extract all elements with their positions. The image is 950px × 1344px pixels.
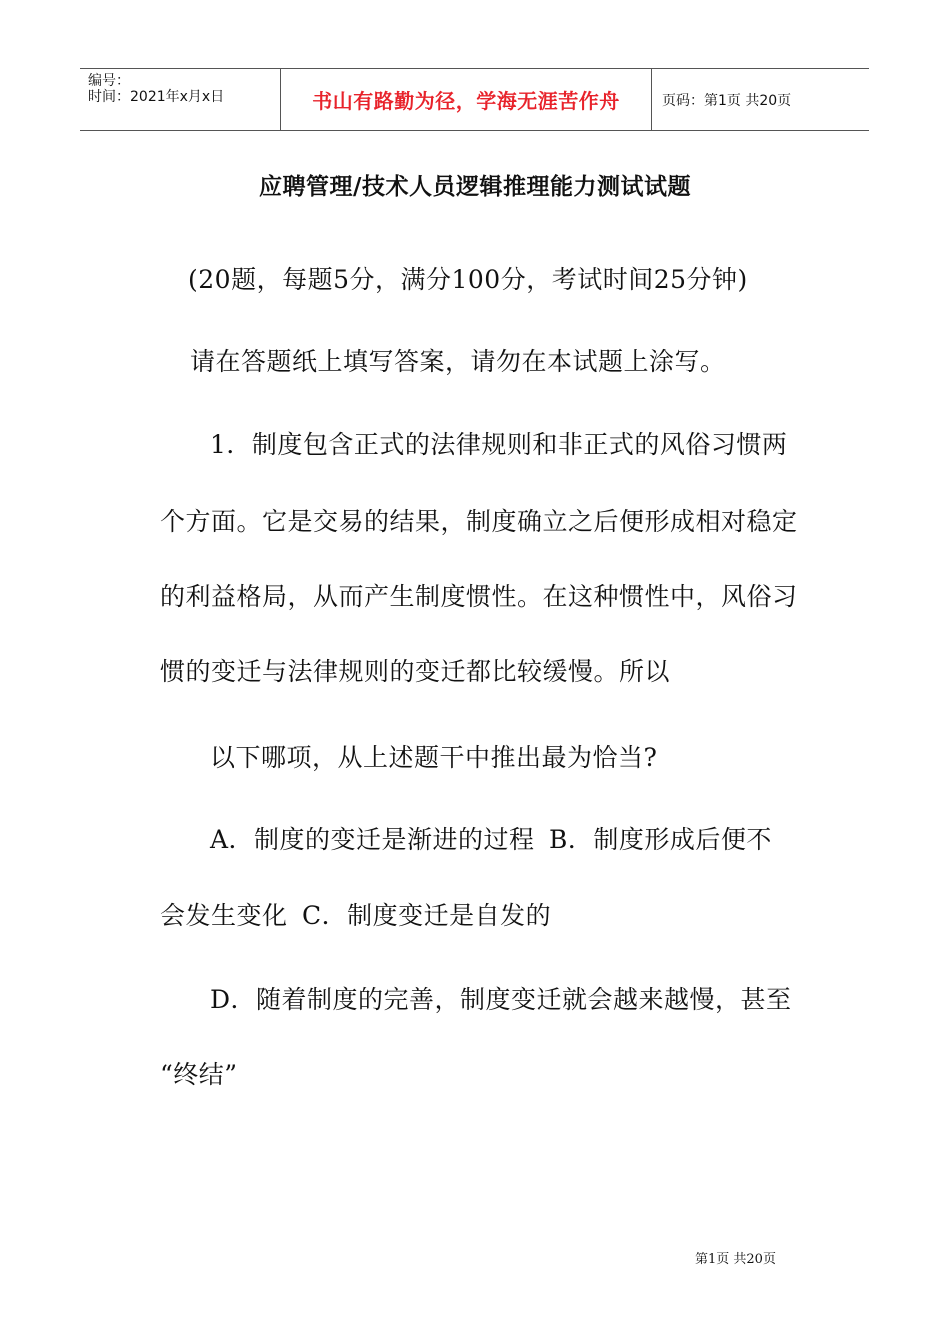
question-1-options-c: 会发生变化 C．制度变迁是自发的 xyxy=(160,901,552,930)
question-1-option-d-end: “终结” xyxy=(160,1060,238,1089)
time-label: 时间：2021年x月x日 xyxy=(88,89,225,105)
page-footer: 第1页 共20页 xyxy=(695,1252,776,1267)
header-meta-cell xyxy=(80,69,281,130)
question-1-options-ab: A．制度的变迁是渐进的过程 B．制度形成后便不 xyxy=(210,825,772,854)
exam-subtitle: (20题，每题5分，满分100分，考试时间25分钟) xyxy=(188,265,748,294)
question-1-option-d: D．随着制度的完善，制度变迁就会越来越慢，甚至 xyxy=(210,985,792,1014)
question-1-line-2: 个方面。它是交易的结果，制度确立之后便形成相对稳定 xyxy=(160,507,798,536)
question-1-line-3: 的利益格局，从而产生制度惯性。在这种惯性中，风俗习 xyxy=(160,582,798,611)
page-title: 应聘管理/技术人员逻辑推理能力测试试题 xyxy=(259,173,691,200)
number-label: 编号： xyxy=(88,73,130,89)
question-1-line-1: 1．制度包含正式的法律规则和非正式的风俗习惯两 xyxy=(210,430,788,459)
question-1-line-4: 惯的变迁与法律规则的变迁都比较缓慢。所以 xyxy=(160,657,671,686)
header-page-code: 页码：第1页 共20页 xyxy=(662,92,792,109)
question-1-prompt: 以下哪项，从上述题干中推出最为恰当? xyxy=(210,743,658,772)
exam-instruction: 请在答题纸上填写答案，请勿在本试题上涂写。 xyxy=(190,347,726,376)
header-motto: 书山有路勤为径，学海无涯苦作舟 xyxy=(281,69,652,130)
document-header xyxy=(80,68,869,131)
